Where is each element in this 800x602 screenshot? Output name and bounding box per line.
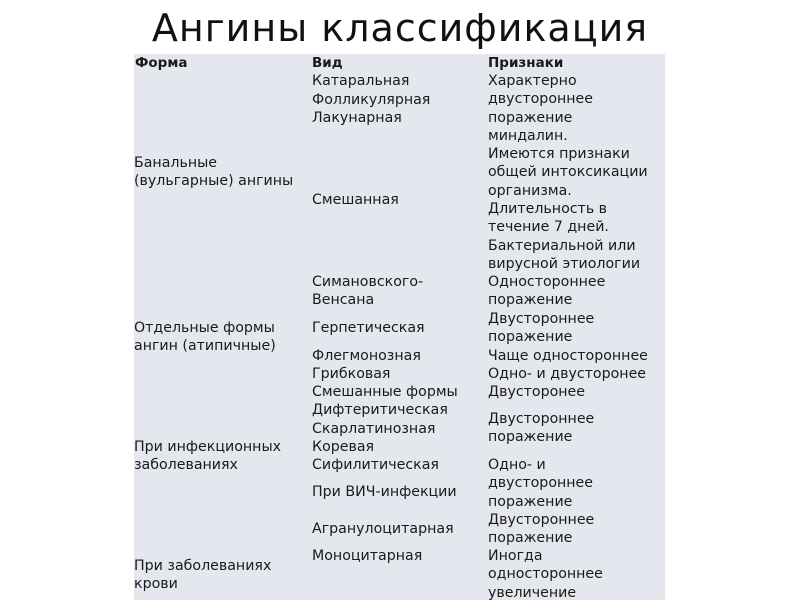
vid-cell: Флегмонозная	[312, 348, 421, 364]
priznaki-cell: Имеются признаки общей интоксикации организма.	[488, 146, 648, 199]
vid-cell: Моноцитарная	[312, 548, 423, 564]
forma-cell: Банальные (вульгарные) ангины	[134, 155, 294, 190]
header-priznaki: Признаки	[488, 55, 564, 71]
vid-cell: Фолликулярная	[312, 92, 431, 108]
vid-cell: Коревая	[312, 439, 375, 455]
priznaki-cell: Одно- и двусторонее	[488, 366, 647, 382]
forma-cell: При инфекционных заболеваниях	[134, 439, 282, 474]
priznaki-cell: Двустороннее поражение	[488, 311, 595, 346]
priznaki-cell: Одностороннее поражение	[488, 274, 606, 309]
priznaki-cell: Одно- и двустороннее поражение	[488, 457, 594, 510]
header-vid: Вид	[312, 55, 343, 71]
vid-cell: Смешанная	[312, 192, 399, 208]
vid-cell: Грибковая	[312, 366, 391, 382]
priznaki-cell: Чаще одностороннее	[488, 348, 648, 364]
vid-cell: При ВИЧ-инфекции	[312, 484, 457, 500]
vid-cell: Симановского- Венсана	[312, 274, 424, 309]
vid-cell: Смешанные формы	[312, 384, 458, 400]
priznaki-cell: Бактериальной или вирусной этиологии	[488, 238, 641, 273]
vid-cell: Скарлатинозная	[312, 421, 436, 437]
priznaki-cell: Двустороннее поражение	[488, 512, 595, 547]
vid-cell: Сифилитическая	[312, 457, 439, 473]
page-title: Ангины классификация	[151, 6, 649, 50]
vid-cell: Герпетическая	[312, 320, 425, 336]
priznaki-cell: Иногда одностороннее увеличение	[488, 548, 603, 601]
header-forma: Форма	[135, 55, 188, 71]
vid-cell: Лакунарная	[312, 110, 402, 126]
forma-cell: Отдельные формы ангин (атипичные)	[134, 320, 276, 355]
vid-cell: Дифтеритическая	[312, 402, 448, 418]
vid-cell: Агранулоцитарная	[312, 521, 454, 537]
priznaki-cell: Характерно двустороннее поражение миндалин.	[488, 73, 594, 144]
vid-cell: Катаральная	[312, 73, 410, 89]
priznaki-cell: Двустороннее поражение	[488, 411, 595, 446]
priznaki-cell: Длительность в течение 7 дней.	[488, 201, 609, 236]
forma-cell: При заболеваниях крови	[134, 558, 272, 593]
priznaki-cell: Двусторонее	[488, 384, 586, 400]
